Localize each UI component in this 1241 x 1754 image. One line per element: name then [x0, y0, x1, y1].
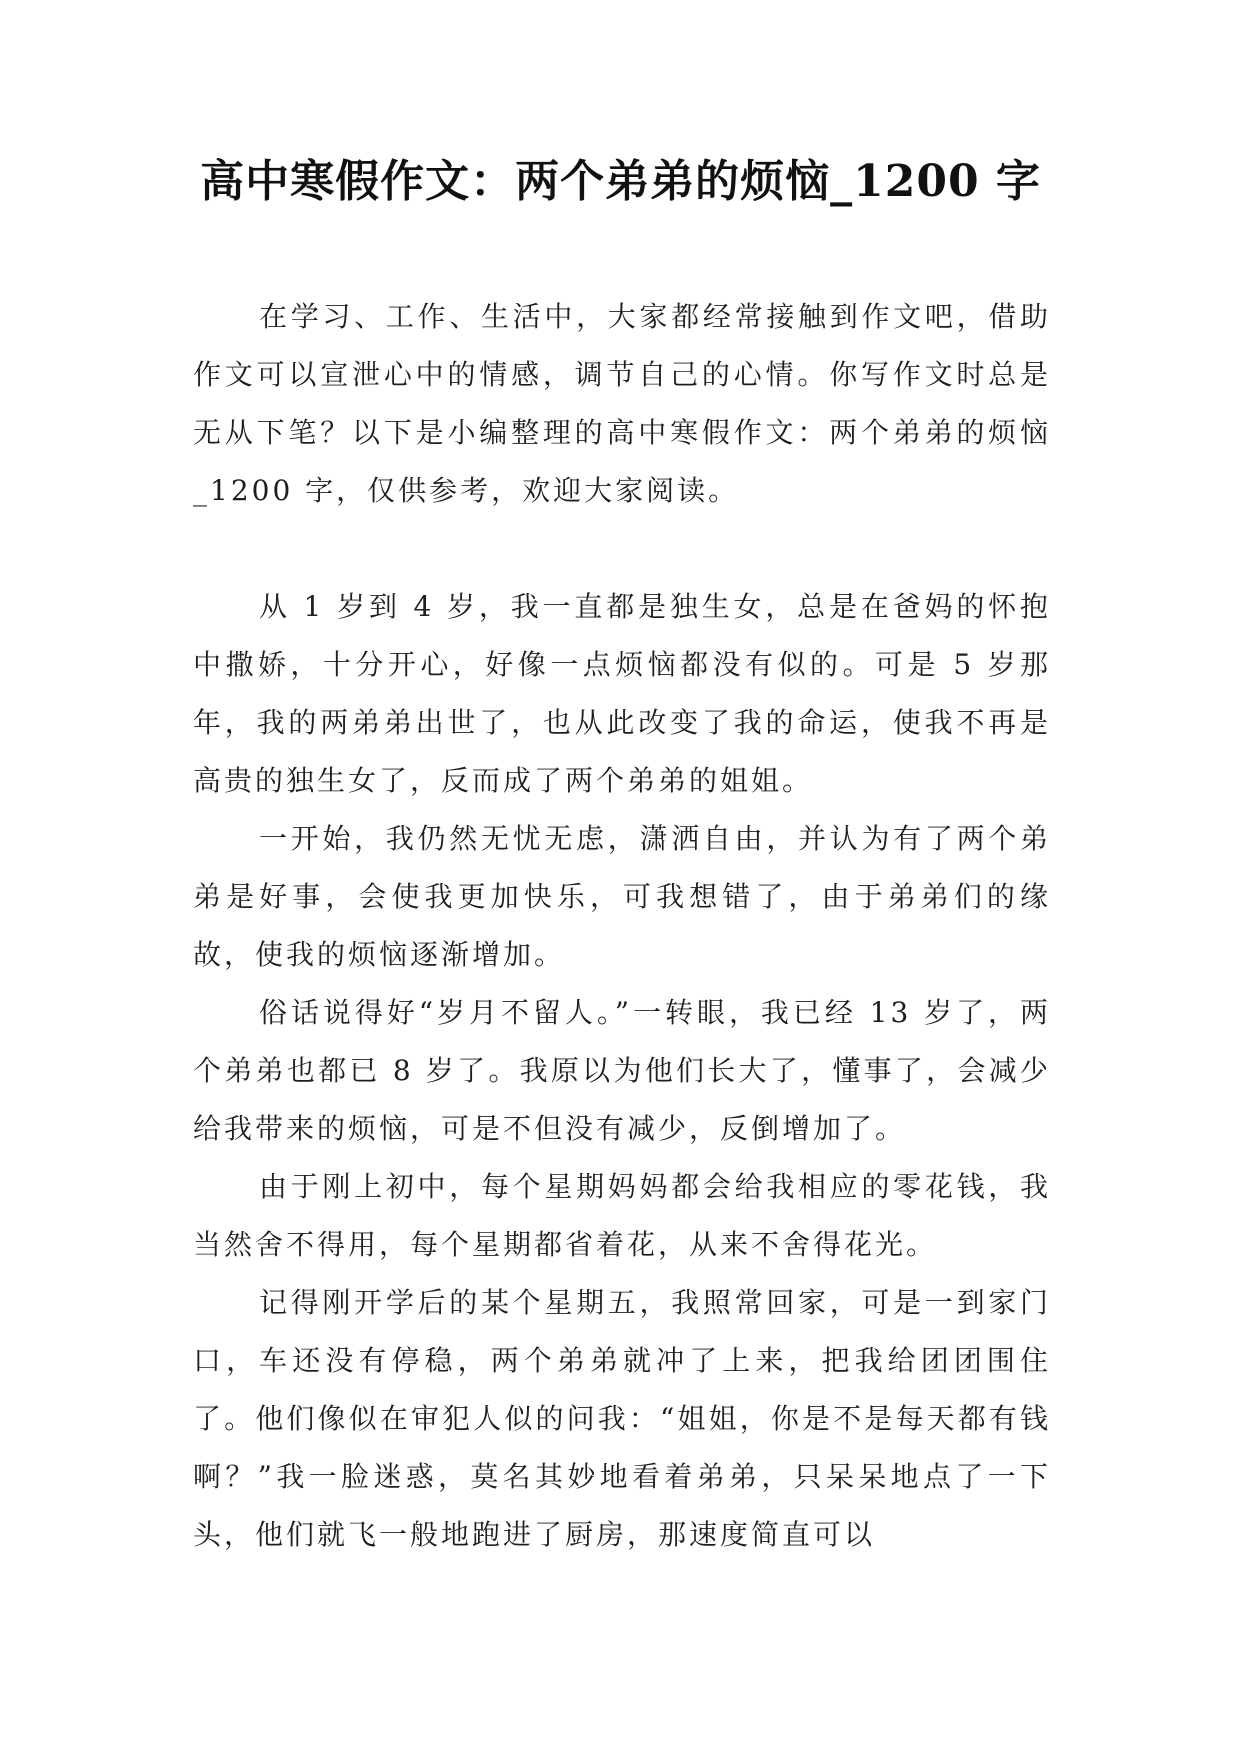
body-paragraph-1: 从 1 岁到 4 岁，我一直都是独生女，总是在爸妈的怀抱中撒娇，十分开心，好像一点烦恼都没有似的。可是 5 岁那年，我的两弟弟出世了，也从此改变了我的命运，使我不再是高贵的独生女了，反而成了两个弟弟的姐姐。 — [193, 590, 1051, 797]
document-body — [193, 288, 1051, 1564]
paragraph-spacer — [193, 520, 1051, 578]
body-paragraph-5: 记得刚开学后的某个星期五，我照常回家，可是一到家门口，车还没有停稳，两个弟弟就冲了上来，把我给团团围住了。他们像似在审犯人似的问我：“姐姐，你是不是每天都有钱啊？”我一脸迷惑，莫名其妙地看着弟弟，只呆呆地点了一下头，他们就飞一般地跑进了厨房，那速度简直可以 — [193, 1286, 1051, 1551]
document-title: 高中寒假作文：两个弟弟的烦恼_1200 字 — [200, 156, 1041, 207]
body-paragraph-3: 俗话说得好“岁月不留人。”一转眼，我已经 13 岁了，两个弟弟也都已 8 岁了。我原以为他们长大了，懂事了，会减少给我带来的烦恼，可是不但没有减少，反倒增加了。 — [193, 996, 1051, 1145]
body-paragraph-4: 由于刚上初中，每个星期妈妈都会给我相应的零花钱，我当然舍不得用，每个星期都省着花，从来不舍得花光。 — [193, 1170, 1051, 1261]
body-paragraph-2: 一开始，我仍然无忧无虑，潇洒自由，并认为有了两个弟弟是好事，会使我更加快乐，可我想错了，由于弟弟们的缘故，使我的烦恼逐渐增加。 — [193, 822, 1051, 971]
intro-paragraph: 在学习、工作、生活中，大家都经常接触到作文吧，借助作文可以宣泄心中的情感，调节自己的心情。你写作文时总是无从下笔？以下是小编整理的高中寒假作文：两个弟弟的烦恼_1200 字，仅供参考，欢迎大家阅读。 — [193, 300, 1051, 507]
